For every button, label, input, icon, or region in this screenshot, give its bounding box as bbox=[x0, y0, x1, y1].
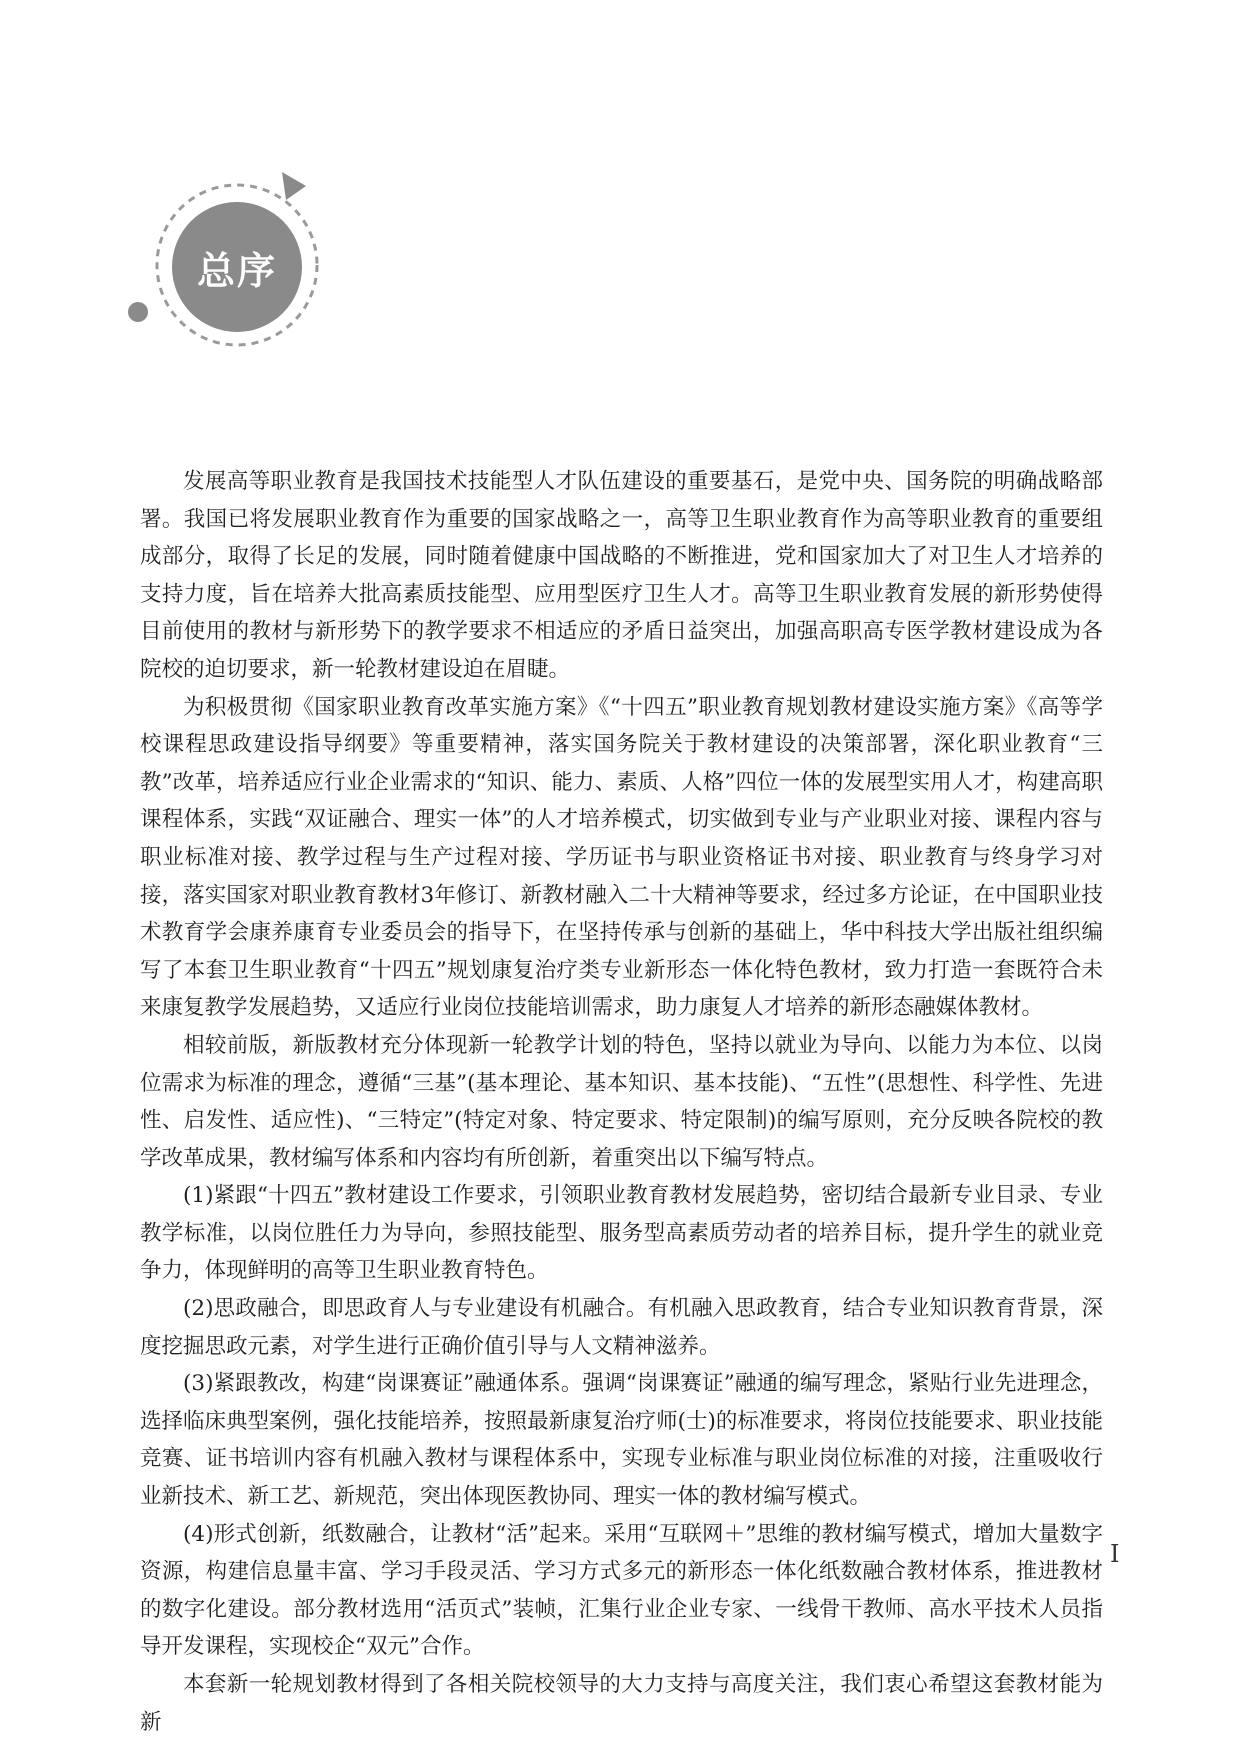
paragraph: 发展高等职业教育是我国技术技能型人才队伍建设的重要基石，是党中央、国务院的明确战略部署。我国已将发展职业教育作为重要的国家战略之一，高等卫生职业教育作为高等职业教育的重要组成部分，取得了长足的发展，同时随着健康中国战略的不断推进，党和国家加大了对卫生人才培养的支持力度，旨在培养大批高素质技能型、应用型医疗卫生人才。高等卫生职业教育发展的新形势使得目前使用的教材与新形势下的教学要求不相适应的矛盾日益突出，加强高职高专医学教材建设成为各院校的迫切要求，新一轮教材建设迫在眉睫。 bbox=[140, 469, 1103, 682]
page-number: I bbox=[1110, 1540, 1120, 1568]
body-text bbox=[140, 463, 1103, 1741]
ring-dot bbox=[128, 302, 148, 322]
paragraph: 为积极贯彻《国家职业教育改革实施方案》《“十四五”职业教育规划教材建设实施方案》《高等学校课程思政建设指导纲要》等重要精神，落实国务院关于教材建设的决策部署，深化职业教育“三教”改革，培养适应行业企业需求的“知识、能力、素质、人格”四位一体的发展型实用人才，构建高职课程体系，实践“双证融合、理实一体”的人才培养模式，切实做到专业与产业职业对接、课程内容与职业标准对接、教学过程与生产过程对接、学历证书与职业资格证书对接、职业教育与终身学习对接，落实国家对职业教育教材3年修订、新教材融入二十大精神等要求，经过多方论证，在中国职业技术教育学会康养康育专业委员会的指导下，在坚持传承与创新的基础上，华中科技大学出版社组织编写了本套卫生职业教育“十四五”规划康复治疗类专业新形态一体化特色教材，致力打造一套既符合未来康复教学发展趋势，又适应行业岗位技能培训需求，助力康复人才培养的新形态融媒体教材。 bbox=[140, 694, 1103, 1021]
paragraph: 相较前版，新版教材充分体现新一轮教学计划的特色，坚持以就业为导向、以能力为本位、以岗位需求为标准的理念，遵循“三基”(基本理论、基本知识、基本技能)、“五性”(思想性、科学性、先进性、启发性、适应性)、“三特定”(特定对象、特定要求、特定限制)的编写原则，充分反映各院校的教学改革成果，教材编写体系和内容均有所创新，着重突出以下编写特点。 bbox=[140, 1032, 1103, 1171]
paragraph: (3)紧跟教改，构建“岗课赛证”融通体系。强调“岗课赛证”融通的编写理念，紧贴行业先进理念，选择临床典型案例，强化技能培养，按照最新康复治疗师(士)的标准要求，将岗位技能要求、职业技能竞赛、证书培训内容有机融入教材与课程体系中，实现专业标准与职业岗位标准的对接，注重吸收行业新技术、新工艺、新规范，突出体现医教协同、理实一体的教材编写模式。 bbox=[140, 1371, 1103, 1510]
chapter-badge bbox=[124, 168, 354, 388]
page-title: 总序 bbox=[196, 249, 277, 293]
paragraph: (2)思政融合，即思政育人与专业建设有机融合。有机融入思政教育，结合专业知识教育背景，深度挖掘思政元素，对学生进行正确价值引导与人文精神滋养。 bbox=[140, 1296, 1103, 1359]
arrow-head-icon bbox=[282, 172, 306, 200]
paragraph: 本套新一轮规划教材得到了各相关院校领导的大力支持与高度关注，我们衷心希望这套教材能为新 bbox=[140, 1672, 1103, 1735]
paragraph: (1)紧跟“十四五”教材建设工作要求，引领职业教育教材发展趋势，密切结合最新专业目录、专业教学标准，以岗位胜任力为导向，参照技能型、服务型高素质劳动者的培养目标，提升学生的就业竞争力，体现鲜明的高等卫生职业教育特色。 bbox=[140, 1183, 1103, 1284]
paragraph: (4)形式创新，纸数融合，让教材“活”起来。采用“互联网＋”思维的教材编写模式，增加大量数字资源，构建信息量丰富、学习手段灵活、学习方式多元的新形态一体化纸数融合教材体系，推进教材的数字化建设。部分教材选用“活页式”装帧，汇集行业企业专家、一线骨干教师、高水平技术人员指导开发课程，实现校企“双元”合作。 bbox=[140, 1521, 1103, 1660]
